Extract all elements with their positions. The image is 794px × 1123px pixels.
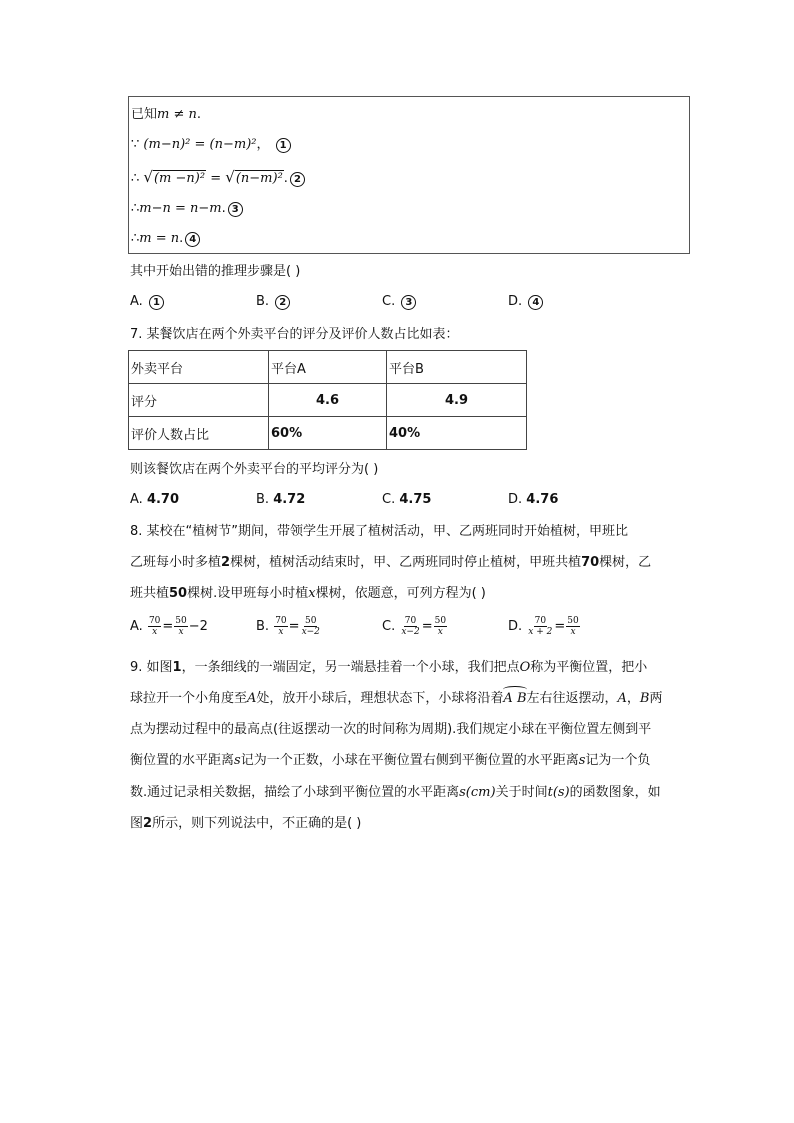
- option-value: 4.70: [146, 492, 180, 507]
- sqrt-icon: √: [225, 168, 235, 186]
- sqrt-icon: √: [143, 168, 153, 186]
- number: 50: [169, 586, 188, 601]
- q9-line-4: [130, 751, 650, 771]
- step3-math: m−n = n−m: [139, 201, 222, 216]
- text-run: 两: [649, 691, 663, 706]
- option-value: 4.76: [526, 492, 559, 507]
- step-marker-3: 3: [228, 202, 243, 217]
- text-run: 棵树，植树活动结束时，甲、乙两班同时停止植树，甲班共植: [230, 555, 582, 570]
- proof-given: [131, 105, 201, 125]
- given-math: m ≠ n: [157, 107, 197, 122]
- text-run: 棵树，依题意，可列方程为( ): [315, 586, 486, 601]
- denominator: x: [152, 627, 158, 637]
- numerator: 70: [148, 616, 161, 626]
- therefore-symbol: ∴: [131, 201, 140, 216]
- text-run: 数.通过记录相关数据，描绘了小球到平衡位置的水平距离: [130, 785, 460, 800]
- ratings-table: [128, 350, 527, 450]
- fraction: [527, 616, 553, 637]
- proof-step-4: ∴m = n. 4: [131, 229, 200, 249]
- denominator: x−2: [301, 627, 320, 637]
- table-cell: 40%: [387, 417, 527, 450]
- q6-option-a[interactable]: [130, 294, 164, 310]
- table-cell: 4.6: [269, 384, 387, 417]
- fraction: [434, 616, 447, 637]
- step2-eq: =: [210, 171, 222, 186]
- denominator: x: [178, 627, 184, 637]
- table-header-cell: 平台A: [269, 351, 387, 384]
- option-letter: A.: [130, 492, 143, 507]
- text-run: 记为一个正数，小球在平衡位置右侧到平衡位置的水平距离: [240, 753, 579, 768]
- step-marker-2: 2: [290, 172, 305, 187]
- step-marker-1: 1: [276, 138, 291, 153]
- text-run: 左右往返摆动，: [526, 691, 618, 706]
- fraction: [566, 616, 579, 637]
- option-letter: A.: [130, 619, 143, 634]
- q9-line-3: 点为摆动过程中的最高点(往返摆动一次的时间称为周期).我们规定小球在平衡位置左侧到平: [130, 722, 652, 737]
- option-letter: B.: [256, 619, 270, 634]
- number: 2: [143, 816, 153, 831]
- number: 1: [172, 660, 182, 675]
- step1-math: (m−n)² = (n−m)²: [143, 137, 257, 152]
- text-run: 图: [130, 816, 144, 831]
- text-run: 球拉开一个小角度至: [130, 691, 248, 706]
- step4-math: m = n: [139, 231, 180, 246]
- step-marker-4: 4: [185, 232, 200, 247]
- text-run: 关于时间: [495, 785, 548, 800]
- q8-line-2: [130, 553, 651, 573]
- option-letter: D.: [508, 619, 523, 634]
- variable: s: [234, 753, 241, 768]
- q9-line-6: [130, 814, 361, 834]
- q8-option-d[interactable]: D. $\frac{70}{x + 2}$ = $\frac{50}{x}$: [508, 616, 579, 637]
- denominator: x: [278, 627, 284, 637]
- denominator: x: [570, 627, 576, 637]
- table-row: [129, 417, 527, 450]
- step2-right: (n−m)²: [235, 171, 283, 186]
- option-letter: C.: [382, 294, 396, 309]
- variable: s(cm): [459, 785, 496, 800]
- fraction: [148, 616, 161, 637]
- text-run: 记为一个负: [585, 753, 651, 768]
- option-letter: D.: [508, 492, 523, 507]
- numerator: 50: [567, 616, 579, 626]
- proof-step-1: [131, 135, 291, 155]
- option-letter: B.: [256, 492, 270, 507]
- table-row: [129, 384, 527, 417]
- numerator: 50: [434, 616, 447, 626]
- option-value: 4.72: [273, 492, 306, 507]
- option-marker: 1: [149, 295, 164, 310]
- q8-option-c[interactable]: C. $\frac{70}{x-2}$ = $\frac{50}{x}$: [382, 616, 447, 637]
- variable: B: [639, 691, 650, 706]
- fraction: [174, 616, 187, 637]
- text-run: 9. 如图: [130, 660, 173, 675]
- because-symbol: ∵: [131, 137, 140, 152]
- q9-line-5: [130, 783, 661, 803]
- numerator: 70: [404, 616, 417, 626]
- text-run: 棵树.设甲班每小时植: [187, 586, 309, 601]
- option-letter: D.: [508, 294, 523, 309]
- option-letter: A.: [130, 294, 143, 309]
- proof-step-3: ∴m−n = n−m. 3: [131, 199, 243, 219]
- text-run: 所示，则下列说法中，不正确的是( ): [152, 816, 362, 831]
- text-run: 乙班每小时多植: [130, 555, 222, 570]
- step2-left: (m −n)²: [153, 171, 206, 186]
- option-letter: C.: [382, 619, 396, 634]
- fraction: [301, 616, 321, 637]
- numerator: 70: [534, 616, 547, 626]
- given-label: 已知: [131, 107, 158, 122]
- q8-option-b[interactable]: B. $\frac{70}{x}$ = $\frac{50}{x-2}$: [256, 616, 320, 637]
- text-run: ，: [626, 691, 640, 706]
- q7-stem: 7. 某餐饮店在两个外卖平台的评分及评价人数占比如表：: [130, 327, 459, 342]
- q7-option-c[interactable]: [382, 492, 431, 507]
- text-run: 称为平衡位置，把小: [530, 660, 648, 675]
- numerator: 50: [305, 616, 317, 626]
- number: 70: [581, 555, 600, 570]
- table-cell: 60%: [269, 417, 387, 450]
- text-run: 班共植: [130, 586, 170, 601]
- option-marker: 4: [528, 295, 543, 310]
- proof-box: [128, 96, 690, 254]
- q9-line-1: [130, 658, 647, 678]
- denominator: x: [437, 627, 443, 637]
- option-letter: B.: [256, 294, 270, 309]
- number: 2: [221, 555, 231, 570]
- option-marker: 3: [401, 295, 416, 310]
- q8-line-1: 8. 某校在“植树节”期间，带领学生开展了植树活动，甲、乙两班同时开始植树，甲班比: [130, 524, 629, 539]
- denominator: x−2: [401, 627, 420, 637]
- q6-stem: 其中开始出错的推理步骤是( ): [130, 264, 301, 279]
- denominator: x + 2: [528, 627, 553, 637]
- option-value: 4.75: [399, 492, 432, 507]
- step1-sep: ，: [256, 137, 270, 152]
- arc-ab: A B: [503, 689, 526, 709]
- q7-question: 则该餐饮店在两个外卖平台的平均评分为( ): [130, 462, 379, 477]
- q8-option-a[interactable]: A. $\frac{70}{x}$ = $\frac{50}{x}$ −2: [130, 616, 208, 637]
- text-run: 处，放开小球后，理想状态下，小球将沿着: [256, 691, 504, 706]
- text-run: 的函数图象，如: [569, 785, 661, 800]
- text-run: 棵树，乙: [599, 555, 652, 570]
- fraction: [400, 616, 420, 637]
- q7-option-a[interactable]: [130, 492, 179, 507]
- q8-line-3: [130, 584, 486, 604]
- variable: s: [578, 753, 586, 768]
- option-marker: 2: [275, 295, 290, 310]
- table-cell: 评价人数占比: [129, 417, 269, 450]
- variable: O: [519, 660, 531, 675]
- text-run: ，一条细线的一端固定，另一端悬挂着一个小球，我们把点: [181, 660, 520, 675]
- table-header-cell: 平台B: [387, 351, 527, 384]
- variable: x: [308, 586, 316, 601]
- fraction: [274, 616, 287, 637]
- q7-option-b[interactable]: [256, 492, 305, 507]
- table-header-cell: 外卖平台: [129, 351, 269, 384]
- q9-line-2: [130, 689, 663, 709]
- variable: t(s): [547, 785, 570, 800]
- q6-option-d[interactable]: [508, 294, 543, 310]
- tail-term: −2: [188, 619, 208, 634]
- therefore-symbol: ∴: [131, 231, 140, 246]
- numerator: 50: [175, 616, 187, 626]
- table-cell: 4.9: [387, 384, 527, 417]
- given-end: .: [196, 107, 202, 122]
- table-cell: 评分: [129, 384, 269, 417]
- variable: A: [247, 691, 257, 706]
- q6-option-c[interactable]: [382, 294, 416, 310]
- option-letter: C.: [382, 492, 396, 507]
- q6-option-b[interactable]: [256, 294, 290, 310]
- variable: A: [617, 691, 627, 706]
- text-run: 衡位置的水平距离: [130, 753, 235, 768]
- numerator: 70: [275, 616, 287, 626]
- table-header-row: [129, 351, 527, 384]
- therefore-symbol: ∴: [131, 171, 140, 186]
- q7-option-d[interactable]: [508, 492, 558, 507]
- proof-step-2: ∴ √(m −n)² = √(n−m)². 2: [131, 167, 305, 189]
